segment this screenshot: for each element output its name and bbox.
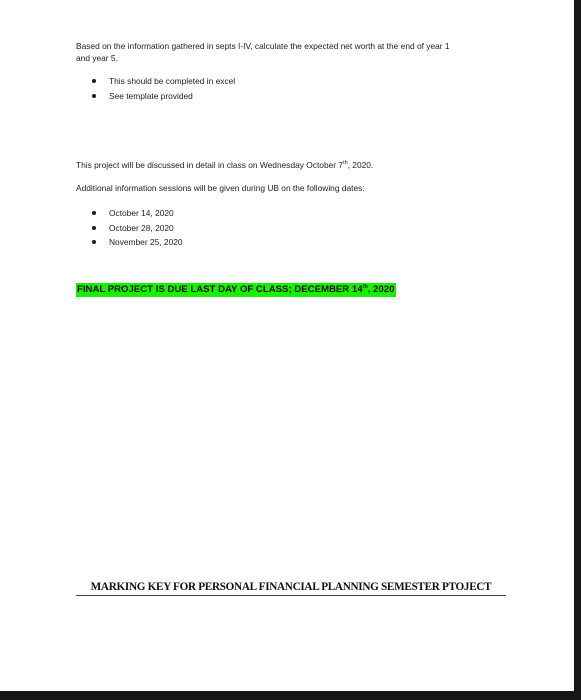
intro-line-1: Based on the information gathered in septs I-IV, calculate the expected net worth at the end of year 1: [76, 41, 450, 51]
discussion-text: This project will be discussed in detail in class on Wednesday October 7th, 2020.: [76, 160, 374, 170]
bullet-icon: [92, 79, 96, 83]
bullet-icon: [92, 211, 96, 215]
session-date-list: [76, 206, 183, 250]
list-item: October 14, 2020: [76, 206, 183, 221]
bullet-icon: [92, 226, 96, 230]
heading-underline: [76, 595, 506, 596]
list-item: See template provided: [76, 89, 235, 104]
list-item: November 25, 2020: [76, 235, 183, 250]
instruction-list: [76, 74, 235, 103]
list-item: This should be completed in excel: [76, 74, 235, 89]
marking-key-heading: MARKING KEY FOR PERSONAL FINANCIAL PLANNING SEMESTER PTOJECT: [90, 581, 492, 593]
page-shadow-bottom: [0, 691, 581, 700]
page-shadow-right: [574, 0, 581, 700]
bullet-icon: [92, 94, 96, 98]
sessions-intro: Additional information sessions will be given during UB on the following dates:: [76, 183, 365, 193]
due-date-notice: FINAL PROJECT IS DUE LAST DAY OF CLASS; DECEMBER 14th, 2020: [77, 283, 395, 295]
bullet-icon: [92, 240, 96, 244]
list-item: October 28, 2020: [76, 221, 183, 236]
intro-line-2: and year 5.: [76, 53, 118, 63]
